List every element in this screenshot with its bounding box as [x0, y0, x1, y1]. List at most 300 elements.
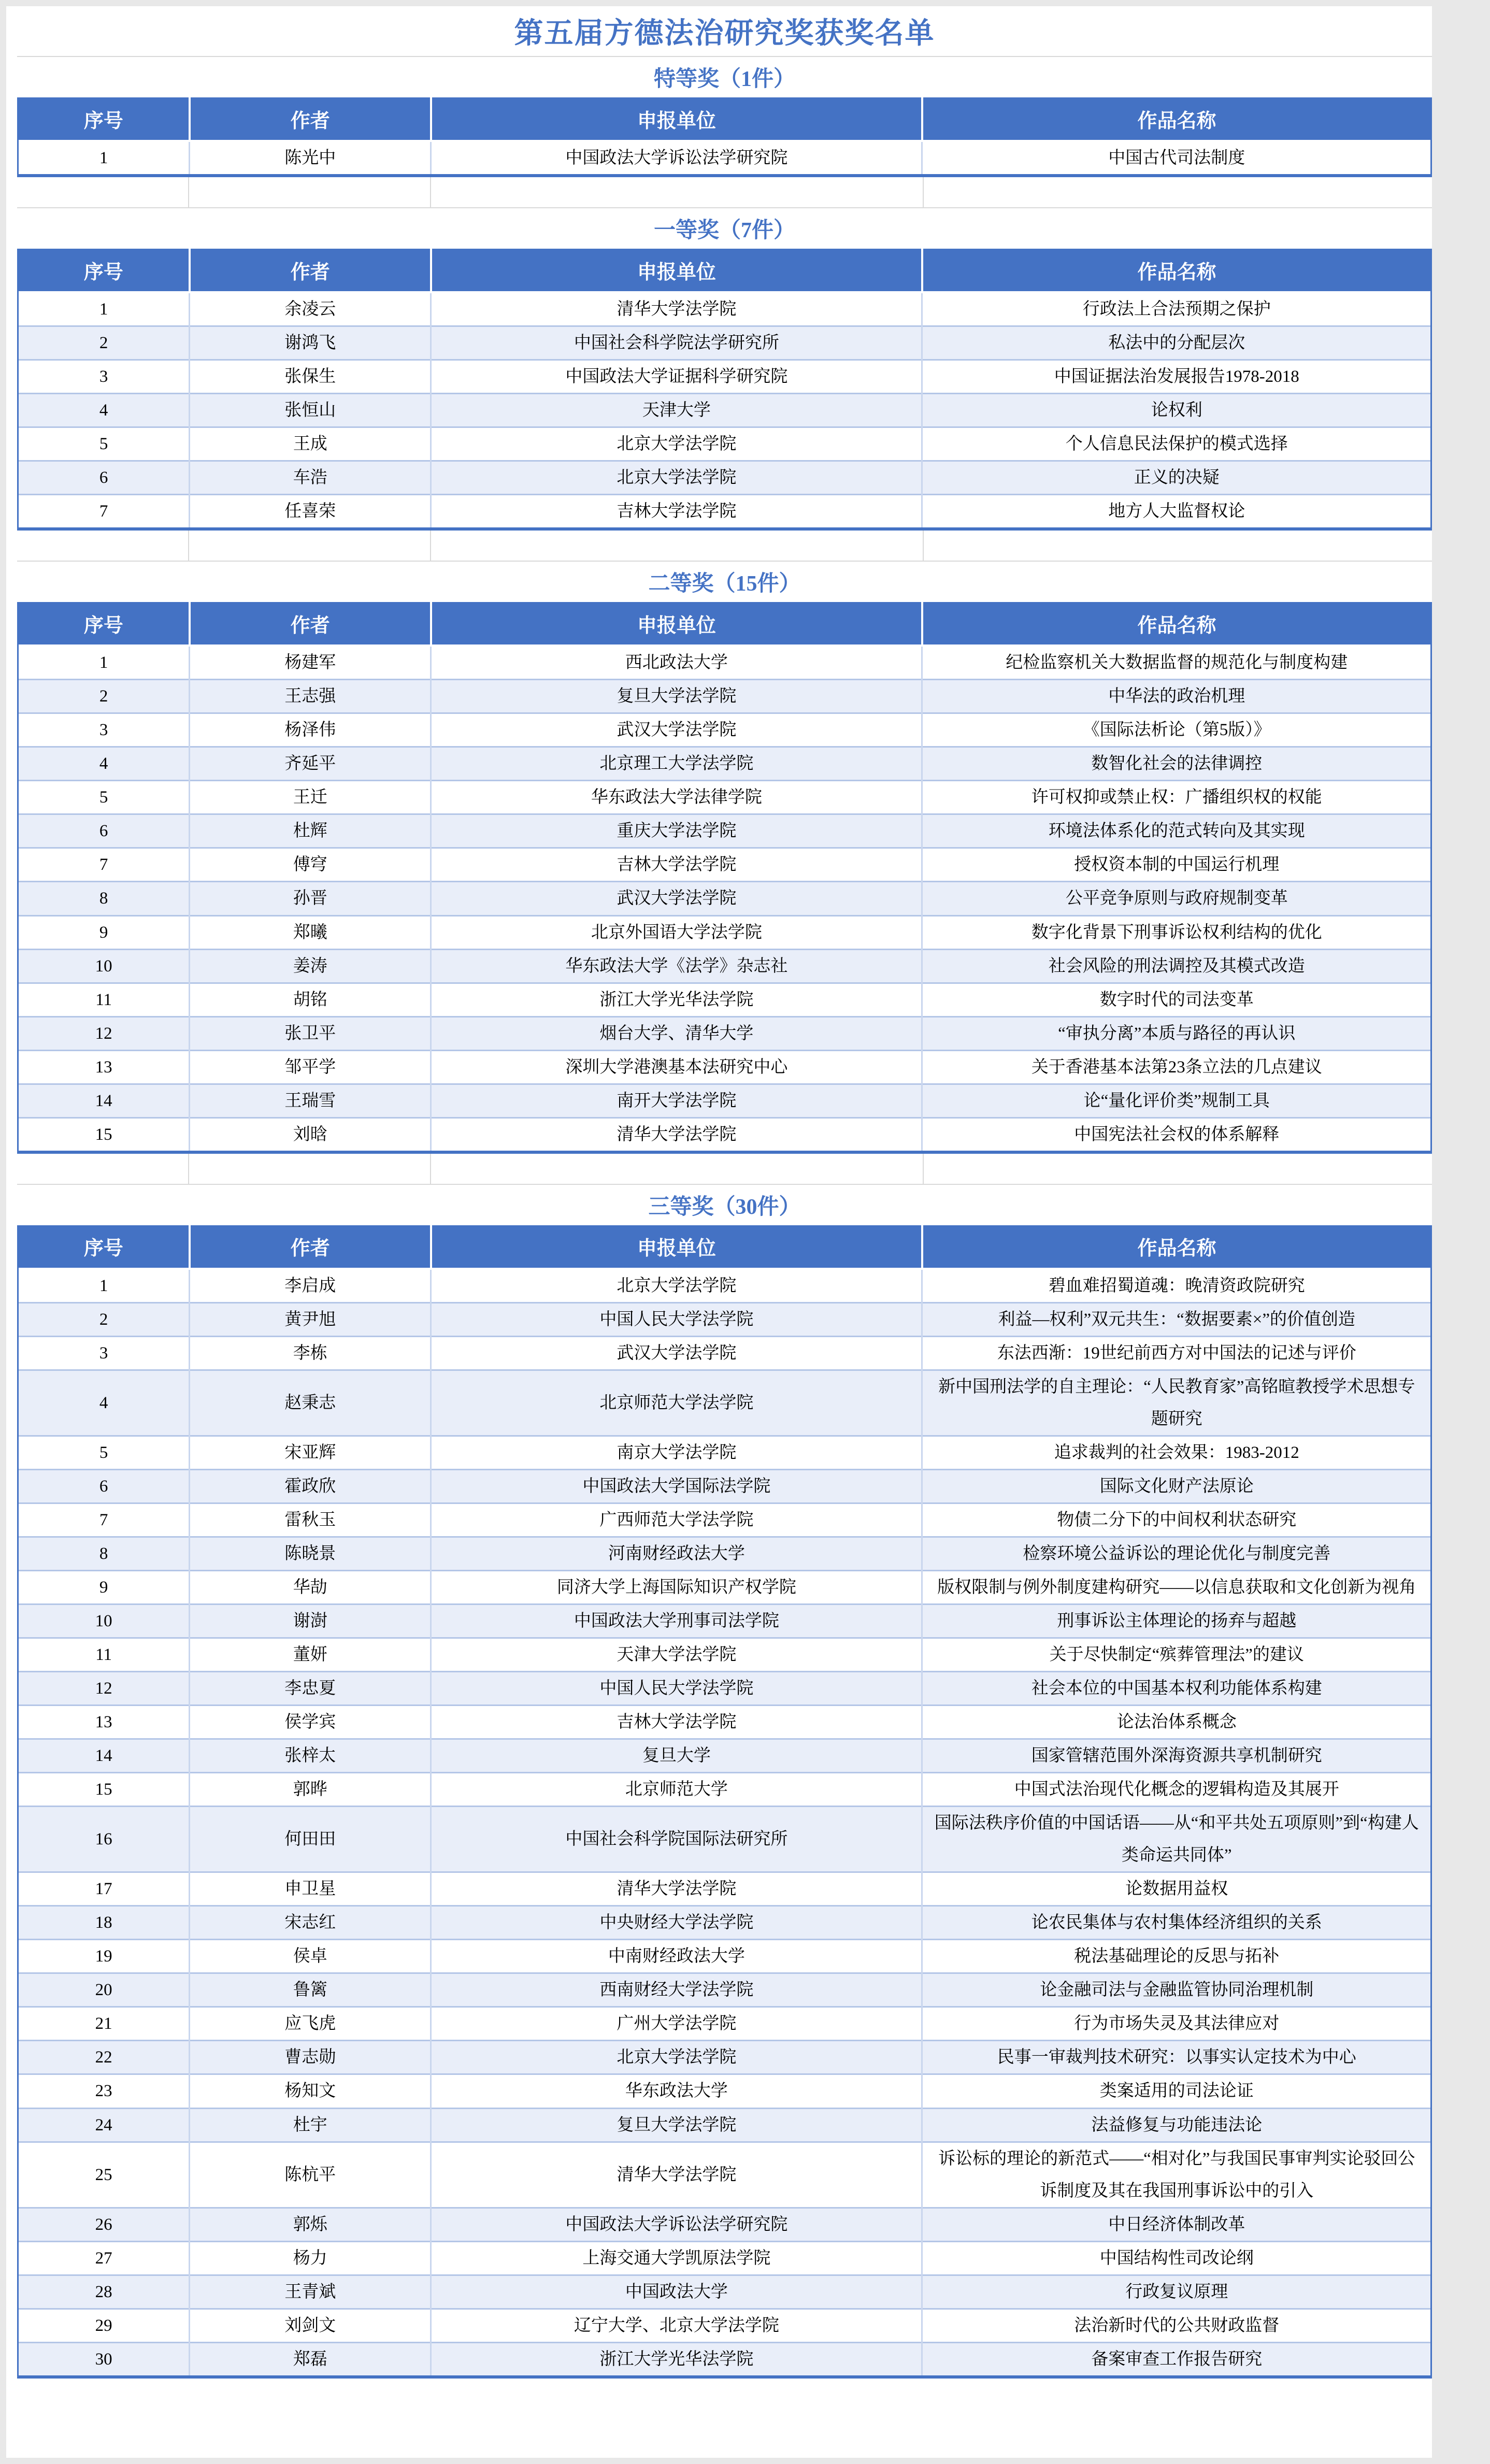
cell-author: 谢鸿飞 — [190, 326, 431, 360]
column-header-work-title: 作品名称 — [922, 97, 1430, 141]
cell-index: 5 — [19, 781, 190, 814]
cell-work-title: 许可权抑或禁止权：广播组织权的权能 — [922, 781, 1430, 814]
cell-index: 12 — [19, 1016, 190, 1050]
cell-author: 杜宇 — [190, 2108, 431, 2142]
section-gap-gridlines — [17, 531, 1432, 562]
table-row — [19, 1118, 1430, 1151]
table-body — [19, 141, 1430, 174]
cell-institution: 深圳大学港澳基本法研究中心 — [431, 1050, 922, 1084]
document-title-row — [17, 6, 1432, 57]
cell-work-title: 税法基础理论的反思与拓补 — [922, 1940, 1430, 1973]
cell-index: 19 — [19, 1940, 190, 1973]
cell-index: 5 — [19, 427, 190, 461]
cell-institution: 浙江大学光华法学院 — [431, 2342, 922, 2375]
table-row — [19, 1503, 1430, 1537]
cell-index: 8 — [19, 1537, 190, 1570]
table-body — [19, 292, 1430, 527]
cell-author: 车浩 — [190, 461, 431, 495]
cell-work-title: 论“量化评价类”规制工具 — [922, 1084, 1430, 1118]
cell-work-title: 中国结构性司改论纲 — [922, 2241, 1430, 2275]
cell-work-title: 行政复议原理 — [922, 2275, 1430, 2309]
table-row — [19, 1906, 1430, 1940]
cell-work-title: 论农民集体与农村集体经济组织的关系 — [922, 1906, 1430, 1940]
table-row — [19, 495, 1430, 528]
cell-index: 14 — [19, 1084, 190, 1118]
cell-institution: 中央财经大学法学院 — [431, 1906, 922, 1940]
cell-index: 16 — [19, 1807, 190, 1872]
cell-author: 杨泽伟 — [190, 713, 431, 747]
award-table-wrap — [17, 1225, 1432, 2379]
cell-work-title: 东法西渐：19世纪前西方对中国法的记述与评价 — [922, 1336, 1430, 1370]
award-table — [19, 1225, 1430, 2375]
cell-work-title: 民事一审裁判技术研究：以事实认定技术为中心 — [922, 2041, 1430, 2074]
cell-author: 胡铭 — [190, 983, 431, 1016]
cell-author: 侯卓 — [190, 1940, 431, 1973]
cell-author: 王青斌 — [190, 2275, 431, 2309]
cell-work-title: 私法中的分配层次 — [922, 326, 1430, 360]
cell-index: 23 — [19, 2074, 190, 2108]
table-row — [19, 2074, 1430, 2108]
award-section — [17, 562, 1432, 1153]
table-row — [19, 747, 1430, 781]
cell-institution: 吉林大学法学院 — [431, 848, 922, 882]
table-row — [19, 1084, 1430, 1118]
cell-index: 3 — [19, 360, 190, 394]
cell-index: 7 — [19, 495, 190, 528]
table-row — [19, 2342, 1430, 2375]
table-row — [19, 1571, 1430, 1605]
cell-author: 鲁篱 — [190, 1973, 431, 2007]
section-gap-gridlines — [17, 177, 1432, 208]
cell-work-title: 关于香港基本法第23条立法的几点建议 — [922, 1050, 1430, 1084]
table-row — [19, 1269, 1430, 1303]
cell-author: 侯学宾 — [190, 1706, 431, 1739]
cell-institution: 中国政法大学诉讼法学研究院 — [431, 2208, 922, 2241]
cell-work-title: 社会风险的刑法调控及其模式改造 — [922, 949, 1430, 983]
cell-author: 王瑞雪 — [190, 1084, 431, 1118]
table-header-row — [19, 602, 1430, 646]
column-header-institution: 申报单位 — [431, 602, 922, 646]
cell-work-title: 数智化社会的法律调控 — [922, 747, 1430, 781]
cell-work-title: 版权限制与例外制度建构研究——以信息获取和文化创新为视角 — [922, 1571, 1430, 1605]
table-row — [19, 394, 1430, 427]
table-row — [19, 1773, 1430, 1807]
cell-institution: 复旦大学法学院 — [431, 2108, 922, 2142]
column-header-institution: 申报单位 — [431, 97, 922, 141]
cell-institution: 清华大学法学院 — [431, 2142, 922, 2208]
cell-index: 30 — [19, 2342, 190, 2375]
award-table — [19, 249, 1430, 527]
award-sections — [17, 57, 1432, 2379]
cell-author: 张梓太 — [190, 1739, 431, 1773]
table-row — [19, 1436, 1430, 1469]
cell-institution: 中南财经政法大学 — [431, 1940, 922, 1973]
cell-author: 谢澍 — [190, 1605, 431, 1638]
cell-author: 郑磊 — [190, 2342, 431, 2375]
table-row — [19, 1973, 1430, 2007]
cell-index: 4 — [19, 394, 190, 427]
cell-author: 邹平学 — [190, 1050, 431, 1084]
table-row — [19, 2275, 1430, 2309]
cell-index: 15 — [19, 1118, 190, 1151]
table-row — [19, 1537, 1430, 1570]
cell-author: 张保生 — [190, 360, 431, 394]
cell-institution: 北京大学法学院 — [431, 461, 922, 495]
table-row — [19, 983, 1430, 1016]
cell-institution: 重庆大学法学院 — [431, 814, 922, 848]
cell-author: 华劼 — [190, 1571, 431, 1605]
column-header-institution: 申报单位 — [431, 1225, 922, 1269]
table-header-row — [19, 249, 1430, 292]
cell-author: 王志强 — [190, 680, 431, 713]
cell-institution: 北京外国语大学法学院 — [431, 915, 922, 949]
cell-work-title: 纪检监察机关大数据监督的规范化与制度构建 — [922, 646, 1430, 680]
table-header-row — [19, 97, 1430, 141]
cell-work-title: 中国证据法治发展报告1978-2018 — [922, 360, 1430, 394]
table-row — [19, 1638, 1430, 1672]
cell-work-title: 数字时代的司法变革 — [922, 983, 1430, 1016]
gridline — [430, 1154, 431, 1184]
award-section — [17, 208, 1432, 531]
table-row — [19, 1872, 1430, 1906]
award-section — [17, 57, 1432, 177]
cell-institution: 浙江大学光华法学院 — [431, 983, 922, 1016]
table-row — [19, 680, 1430, 713]
award-table — [19, 97, 1430, 174]
cell-work-title: 中日经济体制改革 — [922, 2208, 1430, 2241]
award-section — [17, 1185, 1432, 2379]
column-header-work-title: 作品名称 — [922, 602, 1430, 646]
cell-index: 13 — [19, 1050, 190, 1084]
cell-work-title: “审执分离”本质与路径的再认识 — [922, 1016, 1430, 1050]
section-heading: 二等奖（15件） — [648, 572, 801, 596]
table-row — [19, 461, 1430, 495]
award-table — [19, 602, 1430, 1150]
cell-author: 姜涛 — [190, 949, 431, 983]
cell-author: 曹志勋 — [190, 2041, 431, 2074]
cell-work-title: 论法治体系概念 — [922, 1706, 1430, 1739]
table-row — [19, 141, 1430, 174]
cell-index: 13 — [19, 1706, 190, 1739]
cell-work-title: 法益修复与功能违法论 — [922, 2108, 1430, 2142]
cell-index: 12 — [19, 1672, 190, 1706]
cell-author: 宋志红 — [190, 1906, 431, 1940]
cell-work-title: 公平竞争原则与政府规制变革 — [922, 882, 1430, 915]
cell-index: 25 — [19, 2142, 190, 2208]
cell-work-title: 刑事诉讼主体理论的扬弃与超越 — [922, 1605, 1430, 1638]
cell-work-title: 备案审查工作报告研究 — [922, 2342, 1430, 2375]
table-body — [19, 1269, 1430, 2375]
table-row — [19, 949, 1430, 983]
cell-author: 郭烁 — [190, 2208, 431, 2241]
cell-author: 刘剑文 — [190, 2309, 431, 2342]
cell-index: 6 — [19, 461, 190, 495]
table-row — [19, 848, 1430, 882]
table-row — [19, 326, 1430, 360]
cell-institution: 中国政法大学刑事司法学院 — [431, 1605, 922, 1638]
cell-author: 何田田 — [190, 1807, 431, 1872]
cell-author: 杨知文 — [190, 2074, 431, 2108]
section-heading: 三等奖（30件） — [648, 1195, 801, 1219]
cell-institution: 中国政法大学国际法学院 — [431, 1469, 922, 1503]
cell-index: 18 — [19, 1906, 190, 1940]
cell-author: 刘晗 — [190, 1118, 431, 1151]
cell-work-title: 数字化背景下刑事诉讼权利结构的优化 — [922, 915, 1430, 949]
cell-author: 郭晔 — [190, 1773, 431, 1807]
cell-institution: 复旦大学法学院 — [431, 680, 922, 713]
table-row — [19, 2309, 1430, 2342]
table-row — [19, 1016, 1430, 1050]
cell-index: 8 — [19, 882, 190, 915]
cell-institution: 华东政法大学 — [431, 2074, 922, 2108]
cell-author: 宋亚辉 — [190, 1436, 431, 1469]
column-header-index: 序号 — [19, 602, 190, 646]
cell-work-title: 中国古代司法制度 — [922, 141, 1430, 174]
cell-work-title: 国家管辖范围外深海资源共享机制研究 — [922, 1739, 1430, 1773]
cell-work-title: 诉讼标的理论的新范式——“相对化”与我国民事审判实论驳回公诉制度及其在我国刑事诉讼中的引入 — [922, 2142, 1430, 2208]
cell-institution: 中国政法大学证据科学研究院 — [431, 360, 922, 394]
cell-work-title: 关于尽快制定“殡葬管理法”的建议 — [922, 1638, 1430, 1672]
cell-institution: 吉林大学法学院 — [431, 495, 922, 528]
cell-author: 杜辉 — [190, 814, 431, 848]
cell-work-title: 物债二分下的中间权利状态研究 — [922, 1503, 1430, 1537]
cell-work-title: 利益—权利”双元共生：“数据要素×”的价值创造 — [922, 1302, 1430, 1336]
cell-author: 申卫星 — [190, 1872, 431, 1906]
column-header-index: 序号 — [19, 1225, 190, 1269]
cell-index: 26 — [19, 2208, 190, 2241]
cell-work-title: 个人信息民法保护的模式选择 — [922, 427, 1430, 461]
cell-index: 5 — [19, 1436, 190, 1469]
table-row — [19, 2108, 1430, 2142]
cell-index: 27 — [19, 2241, 190, 2275]
cell-work-title: 行为市场失灵及其法律应对 — [922, 2007, 1430, 2041]
cell-institution: 广西师范大学法学院 — [431, 1503, 922, 1537]
cell-work-title: 检察环境公益诉讼的理论优化与制度完善 — [922, 1537, 1430, 1570]
column-header-author: 作者 — [190, 602, 431, 646]
cell-index: 1 — [99, 149, 108, 167]
cell-index: 2 — [19, 326, 190, 360]
table-row — [19, 1370, 1430, 1436]
cell-author: 郑曦 — [190, 915, 431, 949]
cell-index: 11 — [19, 1638, 190, 1672]
cell-author: 霍政欣 — [190, 1469, 431, 1503]
table-row — [19, 2142, 1430, 2208]
cell-index: 1 — [99, 300, 108, 319]
cell-author: 雷秋玉 — [190, 1503, 431, 1537]
cell-index: 3 — [19, 1336, 190, 1370]
cell-author: 陈晓景 — [190, 1537, 431, 1570]
cell-index: 24 — [19, 2108, 190, 2142]
cell-institution: 北京大学法学院 — [431, 2041, 922, 2074]
cell-institution: 中国人民大学法学院 — [431, 1672, 922, 1706]
cell-institution: 天津大学法学院 — [431, 1638, 922, 1672]
table-row — [19, 713, 1430, 747]
table-row — [19, 814, 1430, 848]
cell-institution: 中国政法大学诉讼法学研究院 — [431, 141, 922, 174]
cell-work-title: 中国宪法社会权的体系解释 — [922, 1118, 1430, 1151]
table-row — [19, 1706, 1430, 1739]
cell-work-title: 碧血难招蜀道魂：晚清资政院研究 — [922, 1269, 1430, 1303]
gridline — [188, 1154, 189, 1184]
cell-institution: 武汉大学法学院 — [431, 713, 922, 747]
cell-author: 张卫平 — [190, 1016, 431, 1050]
cell-author: 董妍 — [190, 1638, 431, 1672]
cell-work-title: 国际法秩序价值的中国话语——从“和平共处五项原则”到“构建人类命运共同体” — [922, 1807, 1430, 1872]
cell-institution: 北京理工大学法学院 — [431, 747, 922, 781]
section-heading: 特等奖（1件） — [653, 67, 795, 91]
cell-index: 28 — [19, 2275, 190, 2309]
table-row — [19, 2241, 1430, 2275]
cell-index: 3 — [19, 713, 190, 747]
content-area — [17, 6, 1432, 2379]
cell-index: 21 — [19, 2007, 190, 2041]
cell-index: 17 — [19, 1872, 190, 1906]
cell-index: 20 — [19, 1973, 190, 2007]
cell-institution: 华东政法大学《法学》杂志社 — [431, 949, 922, 983]
cell-institution: 中国社会科学院国际法研究所 — [431, 1807, 922, 1872]
cell-index: 1 — [99, 653, 108, 672]
cell-work-title: 论金融司法与金融监管协同治理机制 — [922, 1973, 1430, 2007]
cell-institution: 天津大学 — [431, 394, 922, 427]
cell-author: 应飞虎 — [190, 2007, 431, 2041]
table-row — [19, 1050, 1430, 1084]
table-row — [19, 781, 1430, 814]
cell-author: 孙晋 — [190, 882, 431, 915]
cell-index: 2 — [19, 680, 190, 713]
cell-institution: 辽宁大学、北京大学法学院 — [431, 2309, 922, 2342]
table-row — [19, 1940, 1430, 1973]
cell-institution: 吉林大学法学院 — [431, 1706, 922, 1739]
cell-index: 9 — [19, 1571, 190, 1605]
cell-work-title: 正义的决疑 — [922, 461, 1430, 495]
cell-institution: 西北政法大学 — [431, 646, 922, 680]
cell-index: 10 — [19, 1605, 190, 1638]
table-body — [19, 646, 1430, 1150]
gridline — [430, 177, 431, 207]
cell-work-title: 类案适用的司法论证 — [922, 2074, 1430, 2108]
cell-work-title: 论数据用益权 — [922, 1872, 1430, 1906]
table-row — [19, 1807, 1430, 1872]
cell-institution: 武汉大学法学院 — [431, 1336, 922, 1370]
table-row — [19, 1672, 1430, 1706]
table-row — [19, 1302, 1430, 1336]
cell-author: 王成 — [190, 427, 431, 461]
cell-work-title: 地方人大监督权论 — [922, 495, 1430, 528]
page-title: 第五届方德法治研究奖获奖名单 — [514, 17, 935, 49]
table-header-row — [19, 1225, 1430, 1269]
cell-author: 黄尹旭 — [190, 1302, 431, 1336]
cell-institution: 清华大学法学院 — [431, 292, 922, 326]
gridline — [923, 531, 924, 561]
cell-work-title: 新中国刑法学的自主理论：“人民教育家”高铭暄教授学术思想专题研究 — [922, 1370, 1430, 1436]
worksheet — [6, 6, 1432, 2458]
cell-author: 李启成 — [190, 1269, 431, 1303]
cell-index: 15 — [19, 1773, 190, 1807]
cell-author: 杨力 — [190, 2241, 431, 2275]
cell-author: 陈光中 — [190, 141, 431, 174]
cell-work-title: 中华法的政治机理 — [922, 680, 1430, 713]
cell-work-title: 追求裁判的社会效果：1983-2012 — [922, 1436, 1430, 1469]
cell-author: 李忠夏 — [190, 1672, 431, 1706]
cell-author: 赵秉志 — [190, 1370, 431, 1436]
cell-work-title: 论权利 — [922, 394, 1430, 427]
cell-index: 11 — [19, 983, 190, 1016]
column-header-index: 序号 — [19, 249, 190, 292]
cell-author: 傅穹 — [190, 848, 431, 882]
cell-index: 9 — [19, 915, 190, 949]
gridline — [923, 177, 924, 207]
cell-institution: 中国人民大学法学院 — [431, 1302, 922, 1336]
cell-index: 6 — [19, 814, 190, 848]
cell-work-title: 社会本位的中国基本权利功能体系构建 — [922, 1672, 1430, 1706]
cell-institution: 同济大学上海国际知识产权学院 — [431, 1571, 922, 1605]
award-table-wrap — [17, 249, 1432, 531]
table-row — [19, 360, 1430, 394]
cell-institution: 北京大学法学院 — [431, 1269, 922, 1303]
cell-institution: 西南财经大学法学院 — [431, 1973, 922, 2007]
table-row — [19, 2041, 1430, 2074]
cell-institution: 上海交通大学凯原法学院 — [431, 2241, 922, 2275]
cell-institution: 南开大学法学院 — [431, 1084, 922, 1118]
cell-institution: 清华大学法学院 — [431, 1118, 922, 1151]
cell-author: 陈杭平 — [190, 2142, 431, 2208]
cell-institution: 北京大学法学院 — [431, 427, 922, 461]
award-table-wrap — [17, 97, 1432, 177]
table-row — [19, 1739, 1430, 1773]
column-header-author: 作者 — [190, 249, 431, 292]
cell-work-title: 中国式法治现代化概念的逻辑构造及其展开 — [922, 1773, 1430, 1807]
cell-work-title: 环境法体系化的范式转向及其实现 — [922, 814, 1430, 848]
cell-author: 杨建军 — [190, 646, 431, 680]
column-header-author: 作者 — [190, 1225, 431, 1269]
cell-author: 张恒山 — [190, 394, 431, 427]
cell-institution: 河南财经政法大学 — [431, 1537, 922, 1570]
cell-institution: 华东政法大学法律学院 — [431, 781, 922, 814]
cell-author: 齐延平 — [190, 747, 431, 781]
cell-index: 2 — [19, 1302, 190, 1336]
table-row — [19, 2007, 1430, 2041]
table-row — [19, 882, 1430, 915]
column-header-index: 序号 — [19, 97, 190, 141]
cell-work-title: 行政法上合法预期之保护 — [922, 292, 1430, 326]
cell-institution: 清华大学法学院 — [431, 1872, 922, 1906]
table-row — [19, 1336, 1430, 1370]
table-row — [19, 915, 1430, 949]
table-row — [19, 1469, 1430, 1503]
table-row — [19, 292, 1430, 326]
column-header-institution: 申报单位 — [431, 249, 922, 292]
cell-author: 李栋 — [190, 1336, 431, 1370]
column-header-work-title: 作品名称 — [922, 1225, 1430, 1269]
cell-institution: 中国政法大学 — [431, 2275, 922, 2309]
column-header-author: 作者 — [190, 97, 431, 141]
cell-work-title: 法治新时代的公共财政监督 — [922, 2309, 1430, 2342]
cell-institution: 武汉大学法学院 — [431, 882, 922, 915]
cell-institution: 中国社会科学院法学研究所 — [431, 326, 922, 360]
cell-author: 任喜荣 — [190, 495, 431, 528]
cell-index: 29 — [19, 2309, 190, 2342]
cell-index: 14 — [19, 1739, 190, 1773]
table-row — [19, 2208, 1430, 2241]
column-header-work-title: 作品名称 — [922, 249, 1430, 292]
cell-index: 10 — [19, 949, 190, 983]
cell-work-title: 国际文化财产法原论 — [922, 1469, 1430, 1503]
gridline — [923, 1154, 924, 1184]
table-row — [19, 646, 1430, 680]
cell-institution: 北京师范大学法学院 — [431, 1370, 922, 1436]
cell-institution: 北京师范大学 — [431, 1773, 922, 1807]
cell-index: 1 — [99, 1276, 108, 1295]
